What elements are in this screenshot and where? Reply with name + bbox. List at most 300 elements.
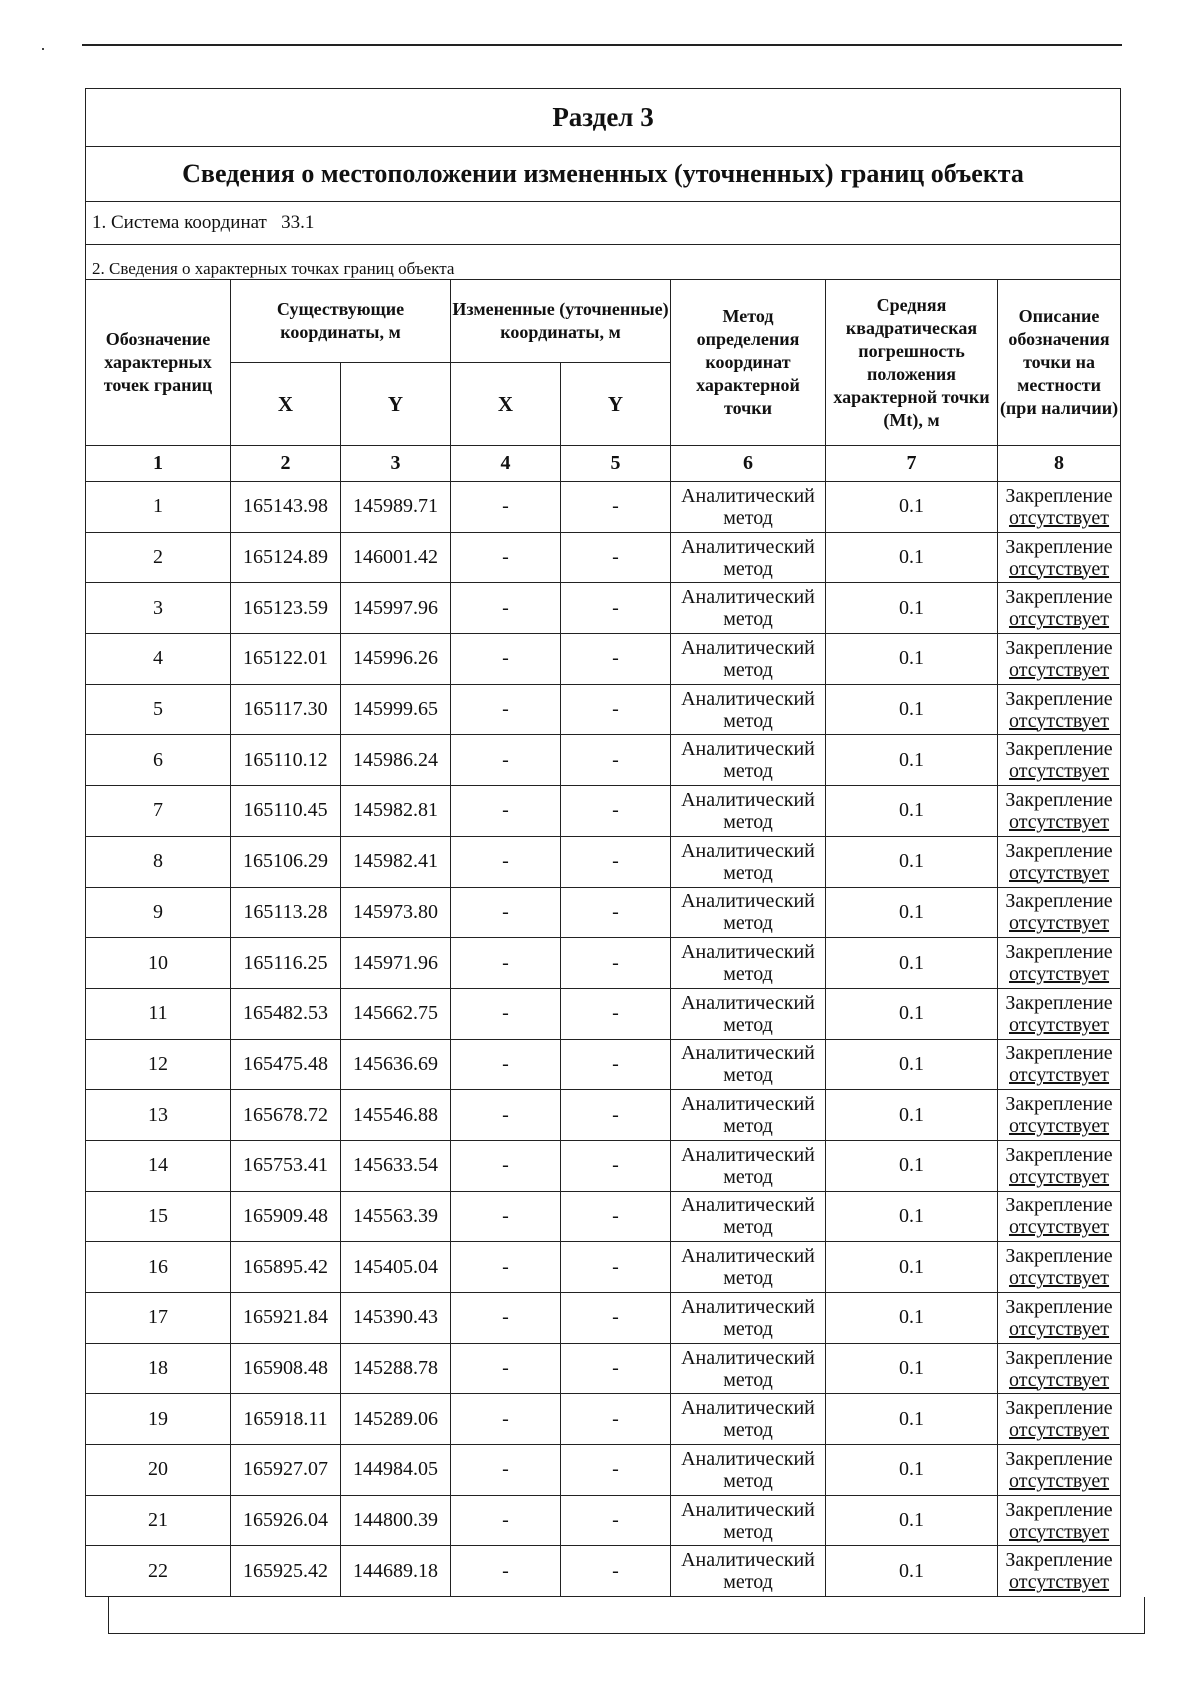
table-row (86, 938, 1121, 989)
method-line-1: Аналитический (681, 1143, 815, 1166)
header-existing: Существующие координаты, м (231, 280, 451, 363)
method-line-2: метод (723, 760, 773, 783)
description-cell (998, 1090, 1121, 1141)
existing-x-cell: 165106.29 (231, 836, 341, 887)
description-line-1: Закрепление (1005, 1447, 1113, 1470)
changed-y-cell: - (561, 786, 671, 837)
point-number-cell: 14 (86, 1140, 231, 1191)
existing-x-cell: 165927.07 (231, 1445, 341, 1496)
existing-y-cell: 145971.96 (341, 938, 451, 989)
existing-y-cell: 145289.06 (341, 1394, 451, 1445)
description-line-1: Закрепление (1005, 1295, 1113, 1318)
method-line-2: метод (723, 1368, 773, 1391)
existing-y-cell: 144984.05 (341, 1445, 451, 1496)
changed-x-cell: - (451, 482, 561, 533)
method-line-2: метод (723, 1115, 773, 1138)
table-row (86, 1293, 1121, 1344)
table-row (86, 1445, 1121, 1496)
method-line-2: метод (723, 1469, 773, 1492)
description-line-1: Закрепление (1005, 1498, 1113, 1521)
existing-y-cell: 145546.88 (341, 1090, 451, 1141)
error-cell: 0.1 (826, 1191, 998, 1242)
changed-x-cell: - (451, 1039, 561, 1090)
method-line-1: Аналитический (681, 1295, 815, 1318)
method-line-2: метод (723, 1064, 773, 1087)
description-line-2: отсутствует (1008, 810, 1110, 833)
column-number: 8 (998, 446, 1121, 482)
header-method: Метод определения координат характерной точки (671, 280, 826, 446)
existing-x-cell: 165753.41 (231, 1140, 341, 1191)
description-line-2: отсутствует (1008, 861, 1110, 884)
description-line-1: Закрепление (1005, 1245, 1113, 1268)
description-cell (998, 1445, 1121, 1496)
point-number-cell: 16 (86, 1242, 231, 1293)
method-cell (671, 1191, 826, 1242)
existing-x-cell: 165475.48 (231, 1039, 341, 1090)
changed-y-cell: - (561, 988, 671, 1039)
description-line-2: отсутствует (1008, 912, 1110, 935)
existing-x-cell: 165678.72 (231, 1090, 341, 1141)
method-line-1: Аналитический (681, 1346, 815, 1369)
error-cell: 0.1 (826, 1343, 998, 1394)
point-number-cell: 10 (86, 938, 231, 989)
method-line-1: Аналитический (681, 1498, 815, 1521)
description-cell (998, 988, 1121, 1039)
error-cell: 0.1 (826, 786, 998, 837)
existing-y-cell: 145390.43 (341, 1293, 451, 1344)
error-cell: 0.1 (826, 1293, 998, 1344)
method-line-1: Аналитический (681, 1549, 815, 1572)
existing-y-cell: 145982.81 (341, 786, 451, 837)
scan-speck (42, 48, 44, 50)
description-line-1: Закрепление (1005, 1042, 1113, 1065)
table-row (86, 1039, 1121, 1090)
method-cell (671, 1343, 826, 1394)
method-line-2: метод (723, 1520, 773, 1543)
point-number-cell: 6 (86, 735, 231, 786)
method-cell (671, 684, 826, 735)
header-designation: Обозначение характерных точек границ (86, 280, 231, 446)
error-cell: 0.1 (826, 634, 998, 685)
method-line-2: метод (723, 709, 773, 732)
description-cell (998, 583, 1121, 634)
description-line-2: отсутствует (1008, 1064, 1110, 1087)
changed-y-cell: - (561, 1140, 671, 1191)
column-number: 4 (451, 446, 561, 482)
existing-x-cell: 165925.42 (231, 1546, 341, 1597)
description-line-1: Закрепление (1005, 687, 1113, 710)
point-number-cell: 18 (86, 1343, 231, 1394)
method-cell (671, 634, 826, 685)
changed-x-cell: - (451, 938, 561, 989)
changed-y-cell: - (561, 1090, 671, 1141)
method-cell (671, 887, 826, 938)
section-subtitle: Сведения о местоположении измененных (уточненных) границ объекта (86, 147, 1121, 202)
existing-x-cell: 165117.30 (231, 684, 341, 735)
point-number-cell: 5 (86, 684, 231, 735)
existing-y-cell: 145636.69 (341, 1039, 451, 1090)
description-line-1: Закрепление (1005, 1143, 1113, 1166)
method-line-1: Аналитический (681, 890, 815, 913)
existing-y-cell: 145405.04 (341, 1242, 451, 1293)
changed-x-cell: - (451, 583, 561, 634)
coord-system-value: 33.1 (281, 212, 315, 233)
header-existing-x: X (231, 363, 341, 446)
changed-x-cell: - (451, 1090, 561, 1141)
table-row (86, 532, 1121, 583)
existing-x-cell: 165918.11 (231, 1394, 341, 1445)
changed-x-cell: - (451, 1546, 561, 1597)
description-line-1: Закрепление (1005, 586, 1113, 609)
table-row (86, 836, 1121, 887)
point-number-cell: 1 (86, 482, 231, 533)
changed-x-cell: - (451, 836, 561, 887)
table-row (86, 583, 1121, 634)
method-line-2: метод (723, 608, 773, 631)
table-row (86, 1191, 1121, 1242)
document-frame (85, 88, 1120, 1597)
method-line-1: Аналитический (681, 535, 815, 558)
existing-y-cell: 145982.41 (341, 836, 451, 887)
method-cell (671, 988, 826, 1039)
description-cell (998, 1293, 1121, 1344)
changed-y-cell: - (561, 1191, 671, 1242)
changed-y-cell: - (561, 1343, 671, 1394)
description-cell (998, 532, 1121, 583)
method-line-1: Аналитический (681, 586, 815, 609)
table-row (86, 634, 1121, 685)
table-row (86, 1242, 1121, 1293)
method-line-1: Аналитический (681, 941, 815, 964)
description-line-2: отсутствует (1008, 658, 1110, 681)
changed-x-cell: - (451, 786, 561, 837)
changed-y-cell: - (561, 1242, 671, 1293)
existing-x-cell: 165895.42 (231, 1242, 341, 1293)
description-line-1: Закрепление (1005, 1346, 1113, 1369)
changed-y-cell: - (561, 887, 671, 938)
description-line-1: Закрепление (1005, 636, 1113, 659)
existing-y-cell: 144800.39 (341, 1495, 451, 1546)
existing-y-cell: 145662.75 (341, 988, 451, 1039)
description-line-2: отсутствует (1008, 506, 1110, 529)
description-line-1: Закрепление (1005, 788, 1113, 811)
coord-system-label: 1. Система координат (92, 212, 267, 233)
table-row (86, 684, 1121, 735)
existing-y-cell: 145973.80 (341, 887, 451, 938)
changed-y-cell: - (561, 836, 671, 887)
column-number: 5 (561, 446, 671, 482)
error-cell: 0.1 (826, 482, 998, 533)
column-number: 7 (826, 446, 998, 482)
method-line-2: метод (723, 1419, 773, 1442)
description-line-2: отсутствует (1008, 760, 1110, 783)
table-row (86, 988, 1121, 1039)
column-number-row (86, 446, 1121, 482)
changed-y-cell: - (561, 1546, 671, 1597)
changed-x-cell: - (451, 1191, 561, 1242)
method-line-2: метод (723, 1013, 773, 1036)
error-cell: 0.1 (826, 684, 998, 735)
existing-y-cell: 145997.96 (341, 583, 451, 634)
description-line-2: отсутствует (1008, 1419, 1110, 1442)
description-cell (998, 482, 1121, 533)
changed-y-cell: - (561, 1394, 671, 1445)
point-number-cell: 21 (86, 1495, 231, 1546)
table-row (86, 482, 1121, 533)
changed-y-cell: - (561, 532, 671, 583)
top-rule (82, 44, 1122, 46)
point-number-cell: 3 (86, 583, 231, 634)
description-line-2: отсутствует (1008, 1469, 1110, 1492)
coord-system-row (86, 202, 1121, 245)
description-line-1: Закрепление (1005, 1549, 1113, 1572)
error-cell: 0.1 (826, 887, 998, 938)
existing-x-cell: 165122.01 (231, 634, 341, 685)
error-cell: 0.1 (826, 1039, 998, 1090)
point-number-cell: 20 (86, 1445, 231, 1496)
existing-x-cell: 165926.04 (231, 1495, 341, 1546)
point-number-cell: 15 (86, 1191, 231, 1242)
method-line-1: Аналитический (681, 1042, 815, 1065)
method-cell (671, 1546, 826, 1597)
method-line-1: Аналитический (681, 1245, 815, 1268)
method-cell (671, 1039, 826, 1090)
method-line-2: метод (723, 1317, 773, 1340)
coordinates-table (85, 88, 1121, 1597)
description-line-2: отсутствует (1008, 557, 1110, 580)
description-line-1: Закрепление (1005, 484, 1113, 507)
error-cell: 0.1 (826, 532, 998, 583)
method-cell (671, 786, 826, 837)
changed-y-cell: - (561, 1445, 671, 1496)
method-line-1: Аналитический (681, 636, 815, 659)
header-changed-y: Y (561, 363, 671, 446)
method-line-1: Аналитический (681, 1093, 815, 1116)
description-line-1: Закрепление (1005, 991, 1113, 1014)
existing-x-cell: 165123.59 (231, 583, 341, 634)
table-row (86, 1343, 1121, 1394)
description-cell (998, 1394, 1121, 1445)
changed-y-cell: - (561, 938, 671, 989)
changed-y-cell: - (561, 684, 671, 735)
description-line-2: отсутствует (1008, 1013, 1110, 1036)
error-cell: 0.1 (826, 988, 998, 1039)
table-row (86, 1140, 1121, 1191)
error-cell: 0.1 (826, 1242, 998, 1293)
error-cell: 0.1 (826, 1546, 998, 1597)
column-number: 6 (671, 446, 826, 482)
method-line-2: метод (723, 810, 773, 833)
method-cell (671, 1394, 826, 1445)
point-number-cell: 4 (86, 634, 231, 685)
points-label: 2. Сведения о характерных точках границ объекта (86, 245, 1121, 280)
existing-x-cell: 165116.25 (231, 938, 341, 989)
point-number-cell: 22 (86, 1546, 231, 1597)
point-number-cell: 7 (86, 786, 231, 837)
method-line-1: Аналитический (681, 1447, 815, 1470)
description-cell (998, 1546, 1121, 1597)
method-line-2: метод (723, 861, 773, 884)
method-cell (671, 1242, 826, 1293)
error-cell: 0.1 (826, 1394, 998, 1445)
header-changed-x: X (451, 363, 561, 446)
changed-x-cell: - (451, 634, 561, 685)
error-cell: 0.1 (826, 836, 998, 887)
method-line-2: метод (723, 1216, 773, 1239)
description-line-2: отсутствует (1008, 1317, 1110, 1340)
method-cell (671, 532, 826, 583)
point-number-cell: 12 (86, 1039, 231, 1090)
header-existing-y: Y (341, 363, 451, 446)
description-cell (998, 634, 1121, 685)
existing-y-cell: 144689.18 (341, 1546, 451, 1597)
method-line-1: Аналитический (681, 738, 815, 761)
point-number-cell: 19 (86, 1394, 231, 1445)
description-line-2: отсутствует (1008, 1115, 1110, 1138)
point-number-cell: 11 (86, 988, 231, 1039)
error-cell: 0.1 (826, 1445, 998, 1496)
header-description: Описание обозначения точки на местности (при наличии) (998, 280, 1121, 446)
changed-y-cell: - (561, 583, 671, 634)
description-line-2: отсутствует (1008, 1520, 1110, 1543)
existing-x-cell: 165482.53 (231, 988, 341, 1039)
existing-y-cell: 145989.71 (341, 482, 451, 533)
error-cell: 0.1 (826, 735, 998, 786)
description-cell (998, 1140, 1121, 1191)
method-line-2: метод (723, 1165, 773, 1188)
method-line-1: Аналитический (681, 484, 815, 507)
method-line-1: Аналитический (681, 687, 815, 710)
existing-x-cell: 165908.48 (231, 1343, 341, 1394)
column-number: 3 (341, 446, 451, 482)
changed-y-cell: - (561, 1039, 671, 1090)
changed-x-cell: - (451, 988, 561, 1039)
header-error: Средняя квадратическая погрешность положения характерной точки (Mt), м (826, 280, 998, 446)
point-number-cell: 8 (86, 836, 231, 887)
section-title: Раздел 3 (86, 89, 1121, 147)
error-cell: 0.1 (826, 1090, 998, 1141)
changed-y-cell: - (561, 1495, 671, 1546)
description-line-1: Закрепление (1005, 1397, 1113, 1420)
method-cell (671, 482, 826, 533)
description-cell (998, 1242, 1121, 1293)
changed-x-cell: - (451, 887, 561, 938)
description-line-1: Закрепление (1005, 941, 1113, 964)
description-line-1: Закрепление (1005, 535, 1113, 558)
existing-x-cell: 165113.28 (231, 887, 341, 938)
description-line-1: Закрепление (1005, 890, 1113, 913)
description-line-2: отсутствует (1008, 1216, 1110, 1239)
method-line-2: метод (723, 557, 773, 580)
description-line-2: отсутствует (1008, 1368, 1110, 1391)
changed-y-cell: - (561, 482, 671, 533)
method-cell (671, 1445, 826, 1496)
method-line-1: Аналитический (681, 1194, 815, 1217)
description-cell (998, 836, 1121, 887)
changed-x-cell: - (451, 1495, 561, 1546)
error-cell: 0.1 (826, 1495, 998, 1546)
changed-x-cell: - (451, 1394, 561, 1445)
existing-x-cell: 165909.48 (231, 1191, 341, 1242)
description-cell (998, 684, 1121, 735)
existing-y-cell: 145999.65 (341, 684, 451, 735)
method-line-1: Аналитический (681, 991, 815, 1014)
method-line-1: Аналитический (681, 1397, 815, 1420)
point-number-cell: 2 (86, 532, 231, 583)
description-line-2: отсутствует (1008, 709, 1110, 732)
description-line-2: отсутствует (1008, 963, 1110, 986)
method-line-2: метод (723, 912, 773, 935)
changed-y-cell: - (561, 735, 671, 786)
method-cell (671, 735, 826, 786)
table-row (86, 1546, 1121, 1597)
method-cell (671, 1140, 826, 1191)
method-line-2: метод (723, 1267, 773, 1290)
method-cell (671, 1090, 826, 1141)
description-cell (998, 1039, 1121, 1090)
error-cell: 0.1 (826, 1140, 998, 1191)
description-cell (998, 786, 1121, 837)
description-line-1: Закрепление (1005, 738, 1113, 761)
description-line-1: Закрепление (1005, 1093, 1113, 1116)
table-row (86, 786, 1121, 837)
table-footer-blank-row (108, 1597, 1145, 1634)
table-row (86, 1394, 1121, 1445)
table-row (86, 887, 1121, 938)
existing-y-cell: 145563.39 (341, 1191, 451, 1242)
table-row (86, 735, 1121, 786)
method-line-2: метод (723, 658, 773, 681)
point-number-cell: 13 (86, 1090, 231, 1141)
existing-x-cell: 165143.98 (231, 482, 341, 533)
column-number: 1 (86, 446, 231, 482)
method-cell (671, 836, 826, 887)
description-cell (998, 1343, 1121, 1394)
method-cell (671, 1495, 826, 1546)
existing-x-cell: 165124.89 (231, 532, 341, 583)
existing-y-cell: 145996.26 (341, 634, 451, 685)
changed-y-cell: - (561, 634, 671, 685)
changed-x-cell: - (451, 532, 561, 583)
method-line-2: метод (723, 963, 773, 986)
method-line-2: метод (723, 506, 773, 529)
description-line-1: Закрепление (1005, 839, 1113, 862)
changed-x-cell: - (451, 1293, 561, 1344)
existing-y-cell: 146001.42 (341, 532, 451, 583)
changed-y-cell: - (561, 1293, 671, 1344)
changed-x-cell: - (451, 1343, 561, 1394)
point-number-cell: 17 (86, 1293, 231, 1344)
column-number: 2 (231, 446, 341, 482)
description-cell (998, 938, 1121, 989)
description-line-1: Закрепление (1005, 1194, 1113, 1217)
changed-x-cell: - (451, 1242, 561, 1293)
existing-y-cell: 145633.54 (341, 1140, 451, 1191)
method-cell (671, 1293, 826, 1344)
method-line-1: Аналитический (681, 788, 815, 811)
error-cell: 0.1 (826, 938, 998, 989)
header-changed: Измененные (уточненные) координаты, м (451, 280, 671, 363)
existing-x-cell: 165921.84 (231, 1293, 341, 1344)
existing-x-cell: 165110.45 (231, 786, 341, 837)
description-cell (998, 1191, 1121, 1242)
table-row (86, 1090, 1121, 1141)
method-cell (671, 938, 826, 989)
existing-x-cell: 165110.12 (231, 735, 341, 786)
error-cell: 0.1 (826, 583, 998, 634)
description-cell (998, 887, 1121, 938)
existing-y-cell: 145288.78 (341, 1343, 451, 1394)
